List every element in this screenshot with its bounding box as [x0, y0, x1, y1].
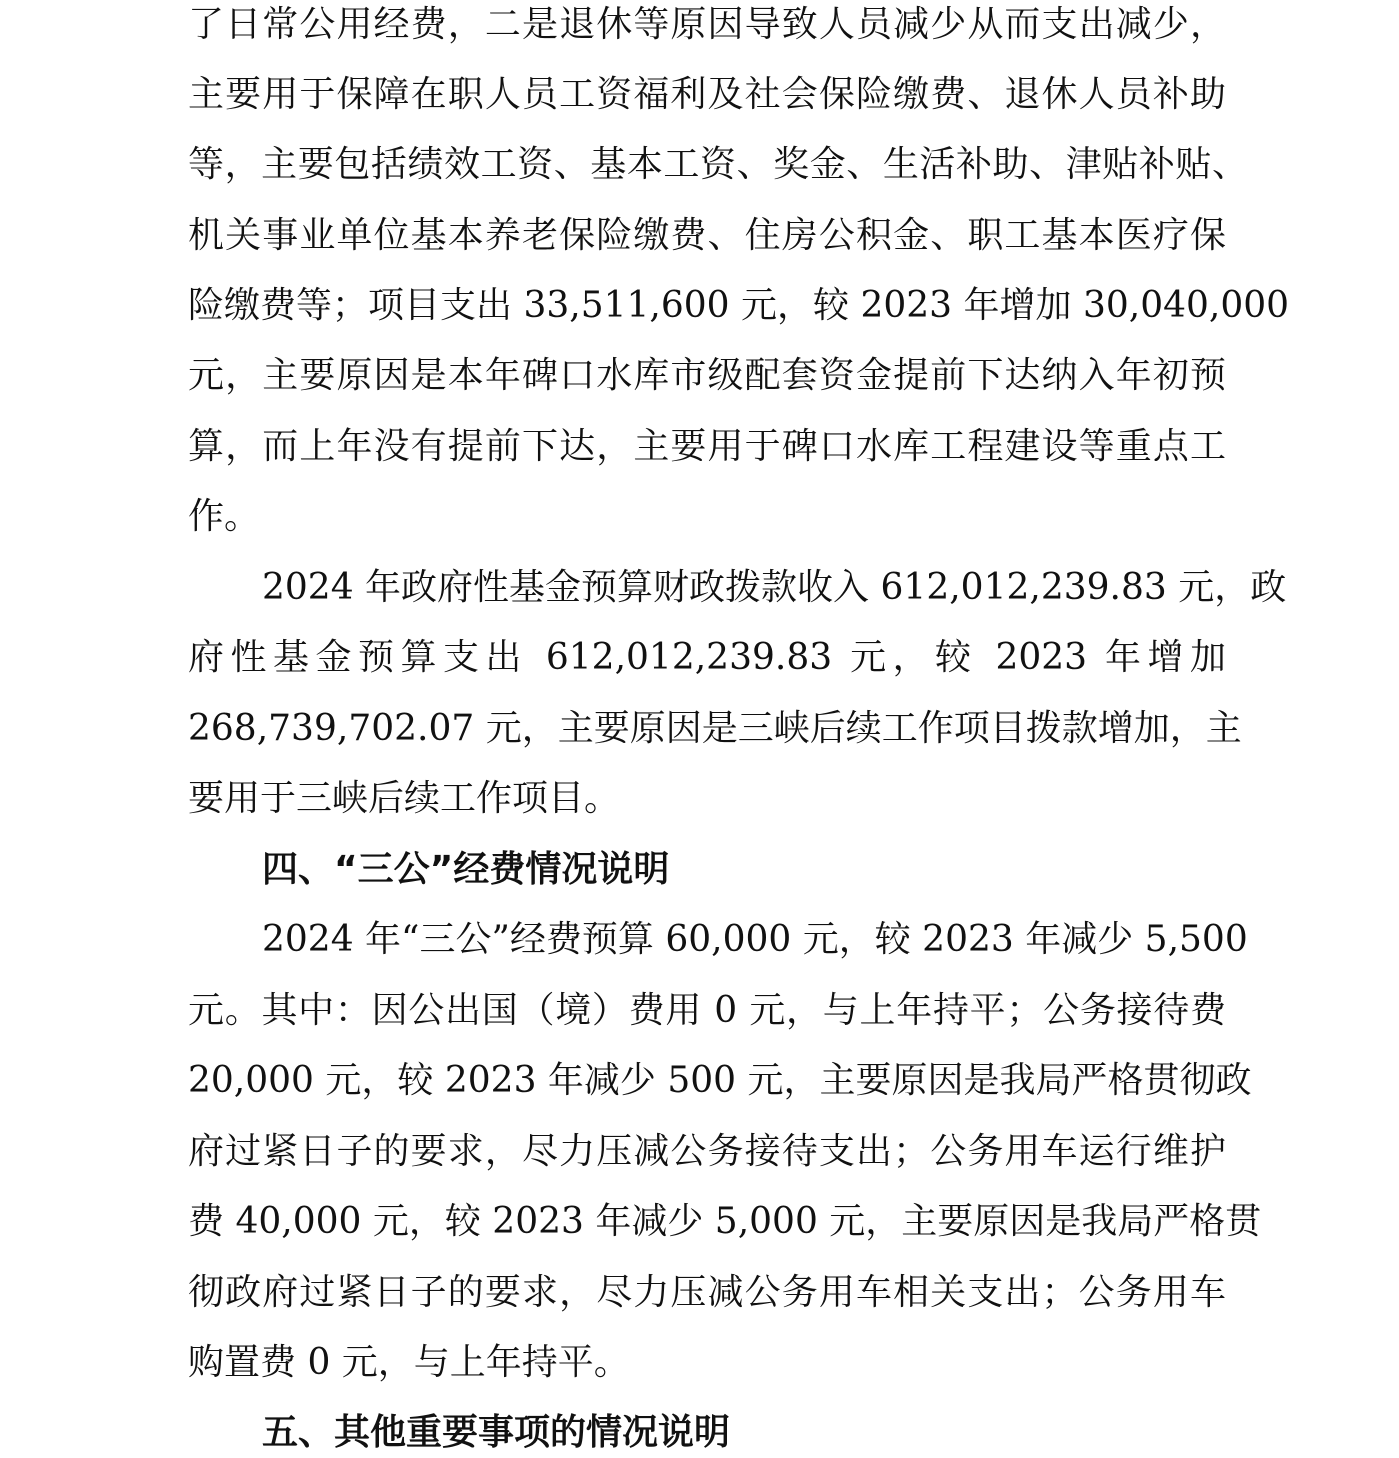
paragraph-2-line-3: 268,739,702.07 元，主要原因是三峡后续工作项目拨款增加，主 [188, 708, 1242, 749]
paragraph-3-line-1: 2024 年“三公”经费预算 60,000 元，较 2023 年减少 5,500 [262, 919, 1248, 960]
paragraph-3-line-2: 元。其中：因公出国（境）费用 0 元，与上年持平；公务接待费 [188, 990, 1226, 1031]
paragraph-3-line-3: 20,000 元，较 2023 年减少 500 元，主要原因是我局严格贯彻政 [188, 1060, 1252, 1101]
paragraph-3-line-4: 府过紧日子的要求，尽力压减公务接待支出；公务用车运行维护 [188, 1131, 1226, 1172]
paragraph-2-line-2: 府性基金预算支出 612,012,239.83 元，较 2023 年增加 [188, 637, 1226, 678]
section-heading-4: 四、“三公”经费情况说明 [262, 849, 670, 890]
paragraph-1-line-7: 算，而上年没有提前下达，主要用于碑口水库工程建设等重点工 [188, 426, 1226, 467]
section-heading-5: 五、其他重要事项的情况说明 [262, 1412, 731, 1453]
paragraph-1-line-2: 主要用于保障在职人员工资福利及社会保险缴费、退休人员补助 [188, 74, 1226, 115]
paragraph-1-line-8: 作。 [188, 496, 261, 537]
paragraph-1-line-5: 险缴费等；项目支出 33,511,600 元，较 2023 年增加 30,040,000 [188, 285, 1290, 326]
paragraph-1-line-3: 等，主要包括绩效工资、基本工资、奖金、生活补助、津贴补贴、 [188, 144, 1248, 185]
paragraph-2-line-1: 2024 年政府性基金预算财政拨款收入 612,012,239.83 元，政 [262, 567, 1287, 608]
paragraph-1-line-1: 了日常公用经费，二是退休等原因导致人员减少从而支出减少， [188, 4, 1226, 45]
paragraph-3-line-7: 购置费 0 元，与上年持平。 [188, 1342, 630, 1383]
paragraph-3-line-5: 费 40,000 元，较 2023 年减少 5,000 元，主要原因是我局严格贯 [188, 1201, 1262, 1242]
paragraph-1-line-4: 机关事业单位基本养老保险缴费、住房公积金、职工基本医疗保 [188, 215, 1226, 256]
paragraph-3-line-6: 彻政府过紧日子的要求，尽力压减公务用车相关支出；公务用车 [188, 1272, 1226, 1313]
paragraph-1-line-6: 元，主要原因是本年碑口水库市级配套资金提前下达纳入年初预 [188, 355, 1226, 396]
paragraph-2-line-4: 要用于三峡后续工作项目。 [188, 778, 621, 819]
